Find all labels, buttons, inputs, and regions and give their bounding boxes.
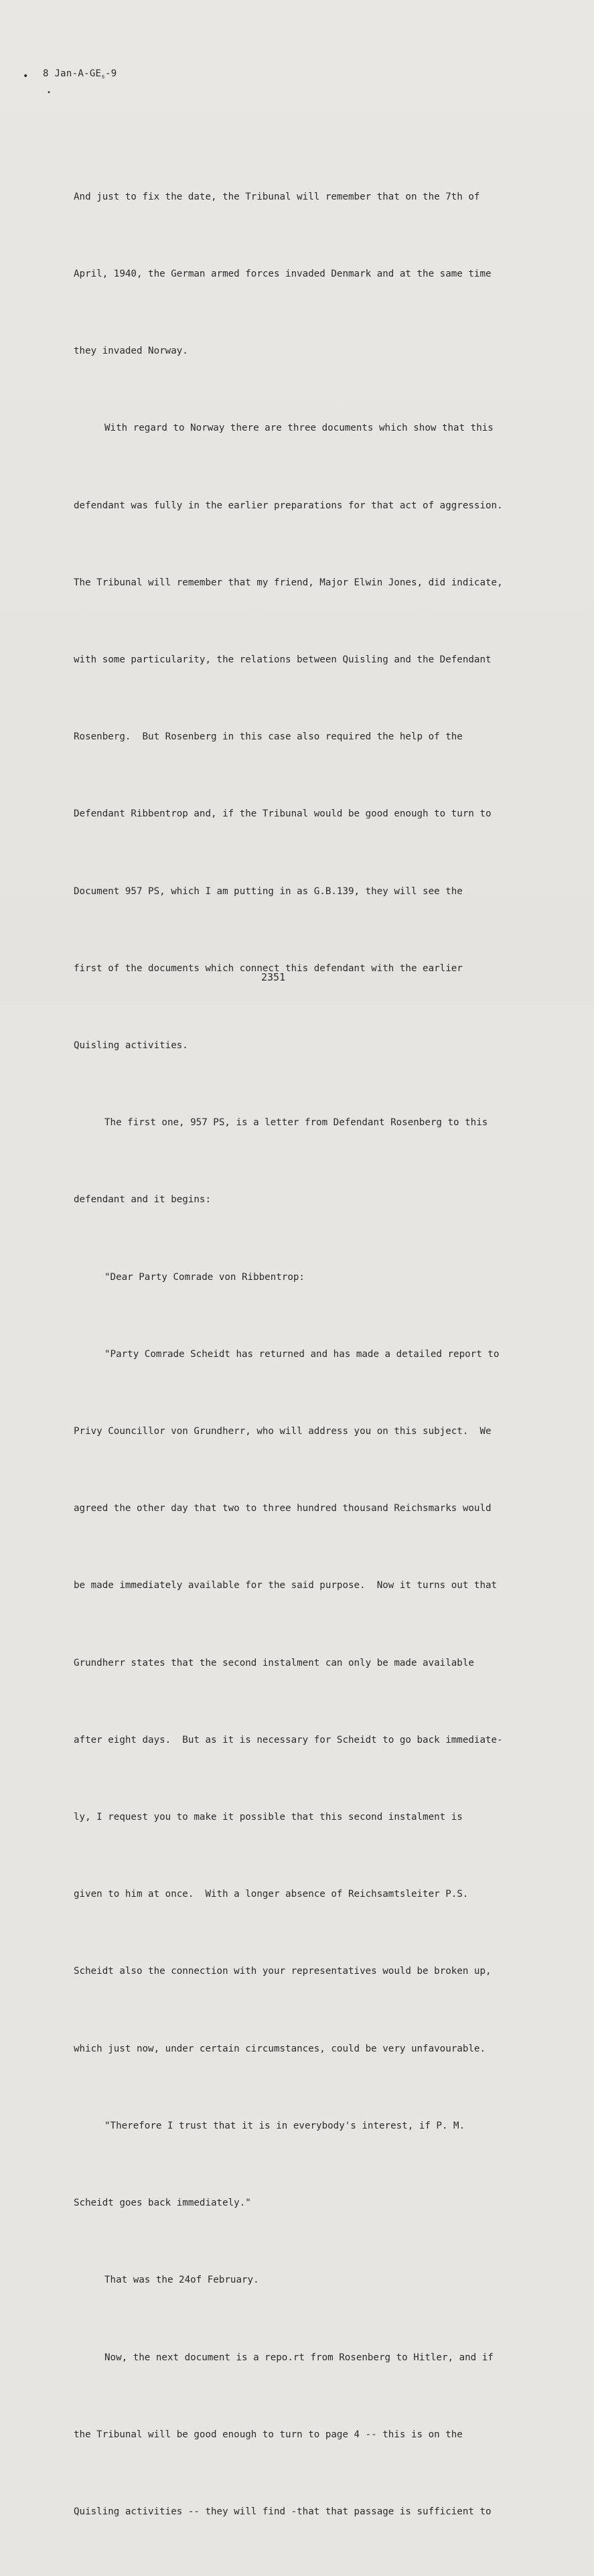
text-line: Grundherr states that the second instalment can only be made available [74, 1657, 474, 1668]
reference-main: 8 Jan-A-GE [43, 68, 102, 79]
text-line: Privy Councillor von Grundherr, who will address you on this subject. We [74, 1426, 492, 1437]
text-line: which just now, under certain circumstances, could be very unfavourable. [74, 2043, 486, 2054]
transcript-body [74, 133, 563, 2576]
text-line: Quisling activities. [74, 1040, 188, 1052]
reference-subscript: s [101, 74, 106, 80]
reference-tail: -9 [105, 68, 117, 79]
paragraph-start-line: The first one, 957 PS, is a letter from Defendant Rosenberg to this [104, 1117, 488, 1129]
text-line: Quisling activities -- they will find -that that passage is sufficient to [74, 2506, 492, 2517]
text-line: The Tribunal will remember that my friend, Major Elwin Jones, did indicate, [74, 577, 503, 588]
text-line: Scheidt also the connection with your representatives would be broken up, [74, 1966, 492, 1977]
text-line: the Tribunal will be good enough to turn to page 4 -- this is on the [74, 2429, 463, 2440]
text-line: be made immediately available for the said purpose. Now it turns out that [74, 1580, 498, 1591]
page-number: 2351 [261, 971, 286, 983]
quote-start-line: "Party Comrade Scheidt has returned and has made a detailed report to [104, 1348, 500, 1360]
text-line: agreed the other day that two to three hundred thousand Reichsmarks would [74, 1503, 492, 1514]
text-line: Defendant Ribbentrop and, if the Tribunal would be good enough to turn to [74, 808, 492, 820]
text-line: April, 1940, the German armed forces invaded Denmark and at the same time [74, 269, 492, 280]
text-line: ly, I request you to make it possible that this second instalment is [74, 1812, 463, 1823]
quote-start-line: "Dear Party Comrade von Ribbentrop: [104, 1271, 305, 1283]
text-line: with some particularity, the relations between Quisling and the Defendant [74, 654, 492, 666]
text-line: Document 957 PS, which I am putting in as G.B.139, they will see the [74, 885, 463, 897]
document-reference [23, 68, 117, 82]
text-line: Rosenberg. But Rosenberg in this case also required the help of the [74, 731, 463, 743]
text-line: given to him at once. With a longer absence of Reichsamtsleiter P.S. [74, 1889, 469, 1900]
text-line: they invaded Norway. [74, 346, 188, 357]
text-line: Scheidt goes back immediately." [74, 2198, 251, 2209]
marker-dot: • [23, 71, 29, 82]
quote-start-line: "Therefore I trust that it is in everybody's interest, if P. M. [104, 2120, 465, 2131]
paragraph-start-line: That was the 24of February. [104, 2275, 259, 2286]
text-line: defendant and it begins: [74, 1194, 211, 1206]
text-line: after eight days. But as it is necessary for Scheidt to go back immediate- [74, 1734, 503, 1745]
text-line: first of the documents which connect this defendant with the earlier [74, 962, 463, 974]
text-line: defendant was fully in the earlier preparations for that act of aggression. [74, 500, 503, 511]
paragraph-start-line: With regard to Norway there are three documents which show that this [104, 423, 494, 434]
bullet-mark: • [47, 89, 52, 96]
text-line: And just to fix the date, the Tribunal will remember that on the 7th of [74, 191, 480, 202]
paragraph-start-line: Now, the next document is a repo.rt from Rosenberg to Hitler, and if [104, 2352, 494, 2363]
